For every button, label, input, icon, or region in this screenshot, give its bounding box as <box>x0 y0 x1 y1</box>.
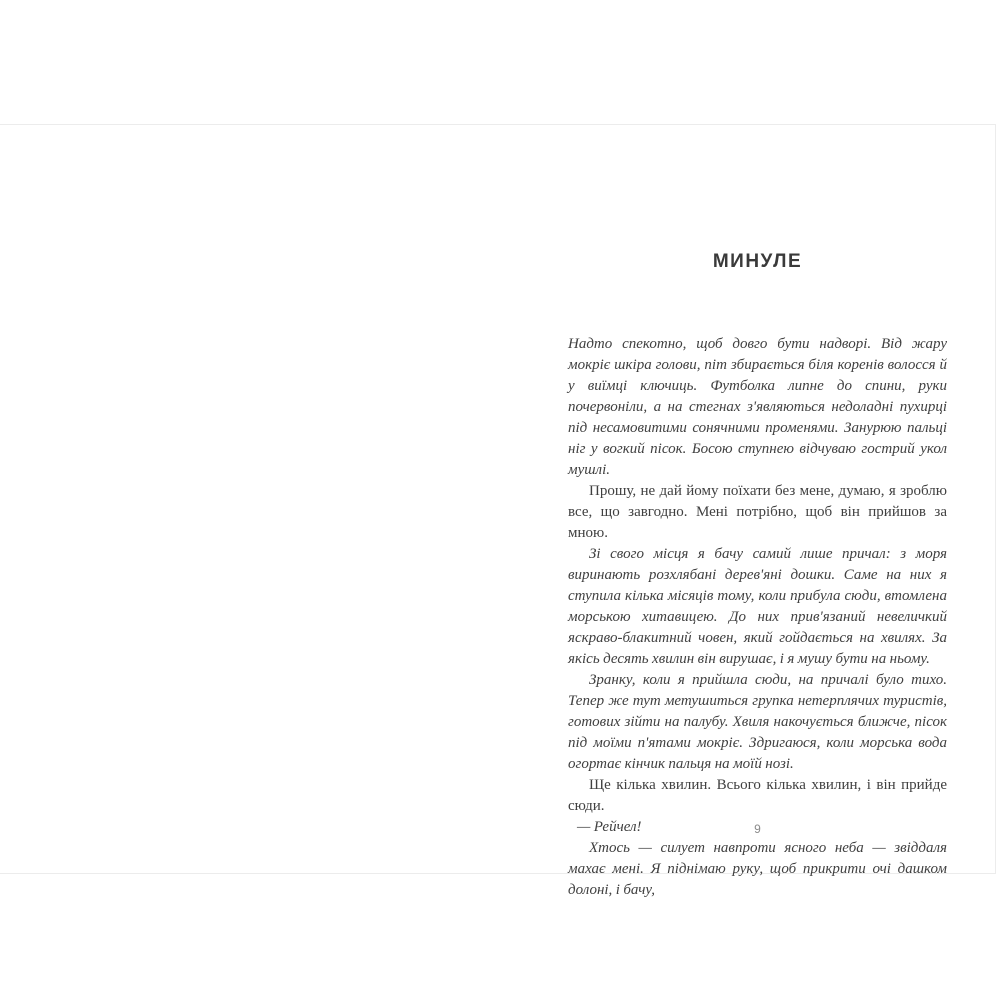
dialogue-paragraph: — Рейчел! <box>577 819 642 835</box>
chapter-title: МИНУЛЕ <box>712 251 803 272</box>
body-paragraph: Зранку, коли я прийшла сюди, на причалі було тихо. Тепер же тут метушиться групка нетерплячих туристів, готових зійти на палубу. Хвиля накочується ближче, пісок під моїми п'ятами мокріє. Здригаюся, коли морська вода огортає кінчик пальця на моїй нозі. <box>568 672 947 772</box>
body-paragraph: Прошу, не дай йому поїхати без мене, думаю, я зроблю все, що завгодно. Мені потрібно, щоб він прийшов за мною. <box>568 483 947 541</box>
body-paragraph: Зі свого місця я бачу самий лише причал: з моря виринають розхлябані дерев'яні дошки. Саме на них я ступила кілька місяців тому, коли прибула сюди, втомлена морською хитавицею. До них прив'язаний невеличкий яскраво-блакитний човен, який гойдається на хвилях. За якісь десять хвилин він вирушає, і я мушу бути на ньому. <box>568 546 947 667</box>
body-text <box>568 334 947 901</box>
body-paragraph: Надто спекотно, щоб довго бути надворі. Від жару мокріє шкіра голови, піт збирається біля коренів волосся й у виїмці ключиць. Футболка липне до спини, руки почервоніли, а на стегнах з'являються недоладні пухирці під несамовитими сонячними променями. Занурюю пальці ніг у вогкий пісок. Босою ступнею відчуваю гострий укол мушлі. <box>568 336 947 478</box>
body-paragraph: Ще кілька хвилин. Всього кілька хвилин, і він прийде сюди. <box>568 777 947 814</box>
text-column <box>568 125 947 901</box>
book-page <box>0 124 996 898</box>
page-number: 9 <box>754 822 761 836</box>
body-paragraph: Хтось — силует навпроти ясного неба — звіддаля махає мені. Я піднімаю руку, щоб прикрити очі дашком долоні, і бачу, <box>568 840 947 898</box>
